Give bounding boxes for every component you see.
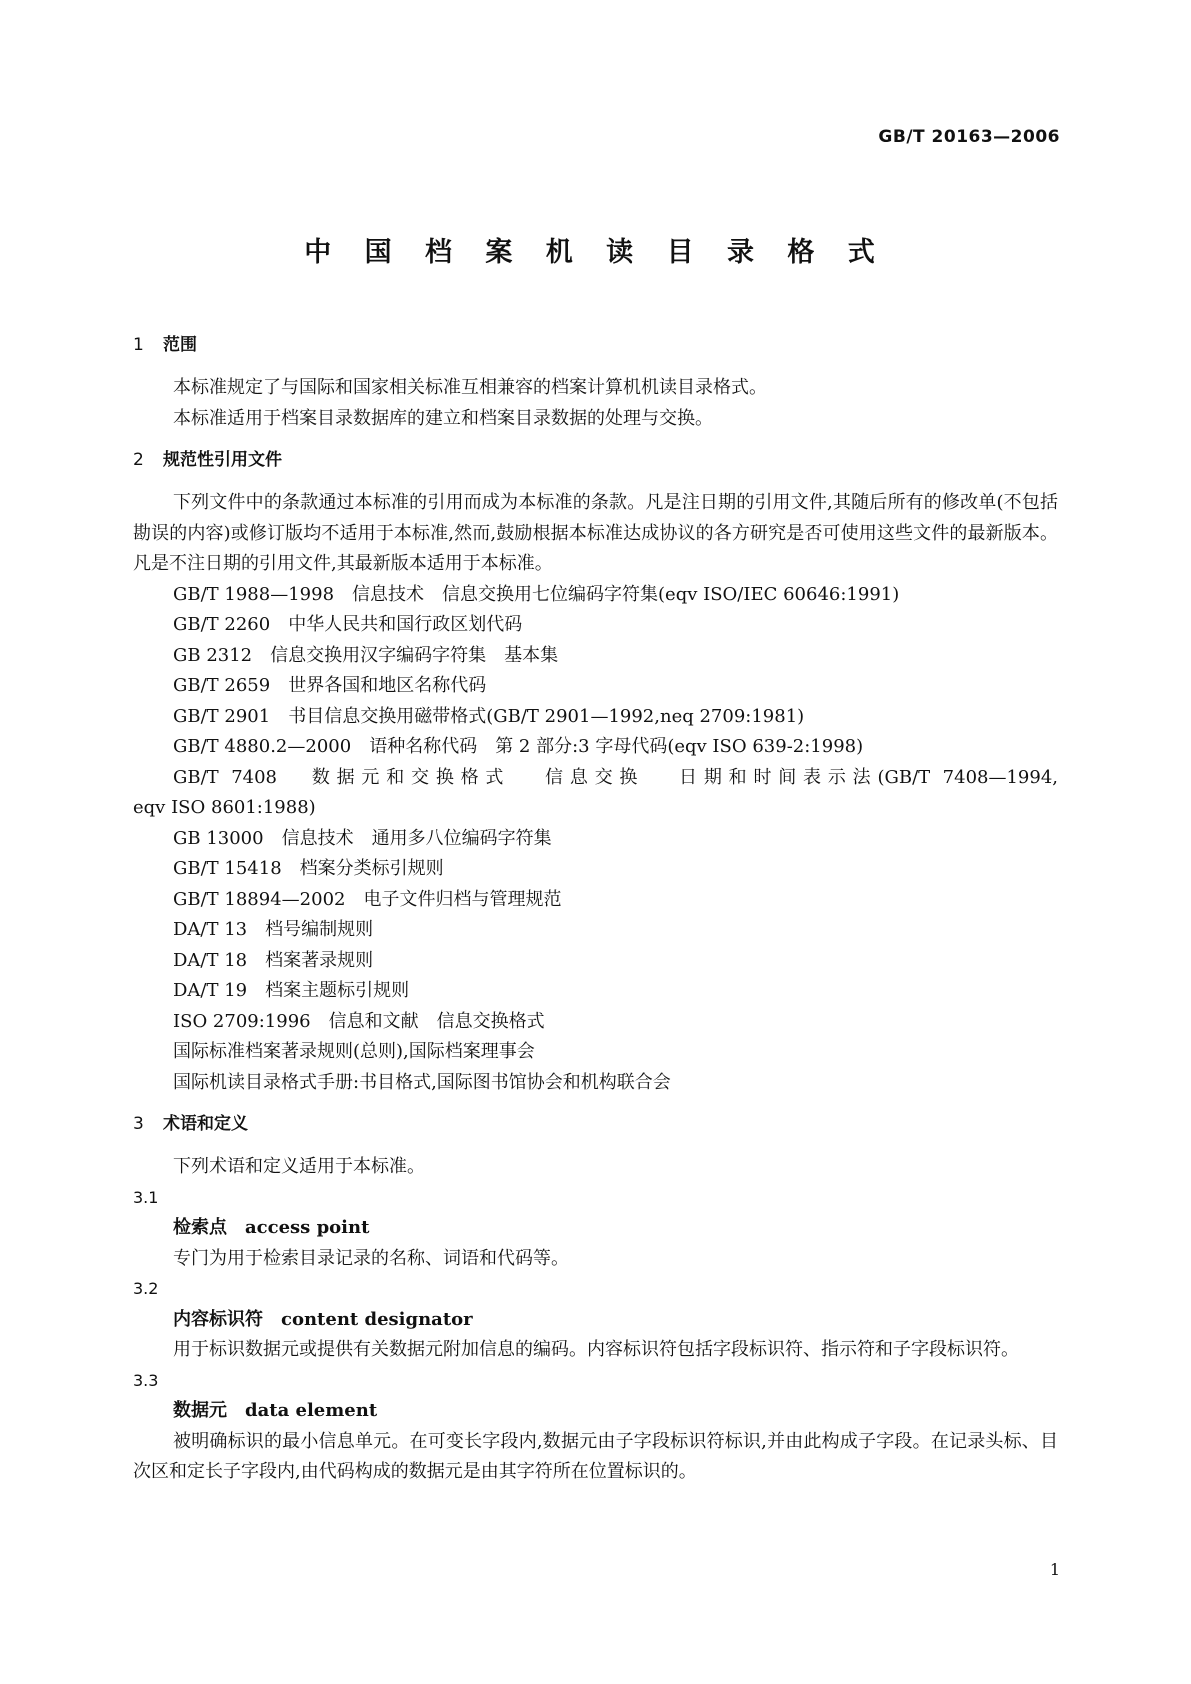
term-zh: 检索点 [173, 1217, 227, 1238]
section-title: 范围 [163, 335, 197, 355]
reference-item: 国际机读目录格式手册:书目格式,国际图书馆协会和机构联合会 [173, 1071, 671, 1093]
reference-item [133, 915, 1058, 946]
reference-title: 信息技术 信息交换用七位编码字符集(eqv ISO/IEC 60646:1991) [352, 583, 900, 605]
section-title: 规范性引用文件 [163, 450, 282, 470]
reference-item [133, 610, 1058, 641]
standard-code: GB/T 20163—2006 [878, 127, 1060, 147]
reference-title: 档号编制规则 [265, 919, 374, 940]
reference-title-part: 日期和时间表示法(GB/T 7408—1994, [672, 766, 1059, 788]
reference-title: 档案主题标引规则 [265, 980, 410, 1001]
term-en: access point [245, 1217, 370, 1238]
section-number: 2 [133, 450, 144, 470]
term-title [133, 1213, 1058, 1244]
reference-item [133, 763, 1058, 824]
section-number: 1 [133, 335, 144, 355]
term-number: 3.3 [133, 1370, 159, 1390]
reference-item [133, 946, 1058, 977]
reference-title: 档案分类标引规则 [299, 858, 444, 879]
reference-item [133, 641, 1058, 672]
reference-title: 电子文件归档与管理规范 [363, 888, 562, 910]
reference-item [133, 824, 1058, 855]
term-number: 3.2 [133, 1279, 159, 1298]
reference-code: GB/T 4880.2—2000 [173, 736, 352, 757]
reference-code: GB/T 1988—1998 [173, 583, 335, 605]
reference-item: 国际标准档案著录规则(总则),国际档案理事会 [173, 1041, 535, 1062]
reference-item [133, 976, 1058, 1007]
term-en: content designator [281, 1308, 473, 1330]
term-zh: 数据元 [173, 1400, 227, 1421]
reference-title-part: 信息交换 [538, 766, 645, 788]
section-number: 3 [133, 1114, 144, 1134]
reference-title: 中华人民共和国行政区划代码 [288, 614, 523, 635]
section-heading-normative-references [133, 445, 1058, 476]
term-number: 3.1 [133, 1187, 159, 1207]
reference-item [133, 885, 1058, 916]
reference-code: DA/T 19 [173, 980, 248, 1001]
document-body [133, 330, 1058, 1488]
reference-line-continued: eqv ISO 8601:1988) [133, 797, 316, 818]
reference-item [133, 732, 1058, 763]
reference-item [133, 1007, 1058, 1038]
reference-line [133, 763, 1058, 794]
term-en: data element [245, 1400, 378, 1421]
term-title [133, 1305, 1058, 1336]
reference-title: 信息技术 通用多八位编码字符集 [281, 827, 552, 849]
page-number: 1 [1049, 1560, 1060, 1579]
section-heading-scope [133, 330, 1058, 361]
term-zh: 内容标识符 [173, 1308, 263, 1330]
reference-title: 信息交换用汉字编码字符集 基本集 [270, 644, 559, 666]
reference-item [133, 702, 1058, 733]
reference-title: 语种名称代码 第 2 部分:3 字母代码(eqv ISO 639-2:1998) [369, 736, 864, 757]
reference-code: GB/T 2260 [173, 614, 271, 635]
reference-title-part: 数据元和交换格式 [305, 766, 511, 788]
section-heading-terms [133, 1109, 1058, 1140]
reference-code: GB/T 15418 [173, 858, 282, 879]
term-definition: 被明确标识的最小信息单元。在可变长字段内,数据元由子字段标识符标识,并由此构成子字段。在记录头标、目次区和定长子字段内,由代码构成的数据元是由其字符所在位置标识的。 [133, 1430, 1058, 1482]
reference-item [133, 671, 1058, 702]
paragraph: 下列文件中的条款通过本标准的引用而成为本标准的条款。凡是注日期的引用文件,其随后所有的修改单(不包括勘误的内容)或修订版均不适用于本标准,然而,鼓励根据本标准达成协议的各方研究是否可使用这些文件的最新版本。凡是不注日期的引用文件,其最新版本适用于本标准。 [133, 492, 1058, 574]
paragraph: 本标准适用于档案目录数据库的建立和档案目录数据的处理与交换。 [173, 407, 713, 429]
term-definition: 专门为用于检索目录记录的名称、词语和代码等。 [173, 1247, 569, 1269]
reference-code: DA/T 18 [173, 949, 248, 971]
reference-code: GB 13000 [173, 827, 264, 849]
reference-code: GB/T 2901 [173, 705, 271, 727]
reference-code: GB/T 7408 [173, 766, 278, 788]
reference-item [133, 580, 1058, 611]
term-title [133, 1396, 1058, 1427]
reference-title: 信息和文献 信息交换格式 [328, 1010, 545, 1032]
section-title: 术语和定义 [163, 1114, 248, 1134]
term-definition: 用于标识数据元或提供有关数据元附加信息的编码。内容标识符包括字段标识符、指示符和子字段标识符。 [173, 1339, 1019, 1360]
reference-title: 档案著录规则 [265, 949, 374, 971]
reference-code: GB/T 18894—2002 [173, 888, 346, 910]
reference-code: GB 2312 [173, 644, 253, 666]
paragraph: 本标准规定了与国际和国家相关标准互相兼容的档案计算机机读目录格式。 [173, 377, 767, 398]
reference-code: DA/T 13 [173, 919, 248, 940]
paragraph: 下列术语和定义适用于本标准。 [173, 1156, 425, 1177]
reference-title: 世界各国和地区名称代码 [288, 675, 487, 696]
reference-code: GB/T 2659 [173, 675, 271, 696]
reference-title: 书目信息交换用磁带格式(GB/T 2901—1992,neq 2709:1981) [288, 705, 805, 727]
reference-code: ISO 2709:1996 [173, 1010, 311, 1032]
document-title: 中 国 档 案 机 读 目 录 格 式 [304, 237, 887, 268]
reference-item [133, 854, 1058, 885]
